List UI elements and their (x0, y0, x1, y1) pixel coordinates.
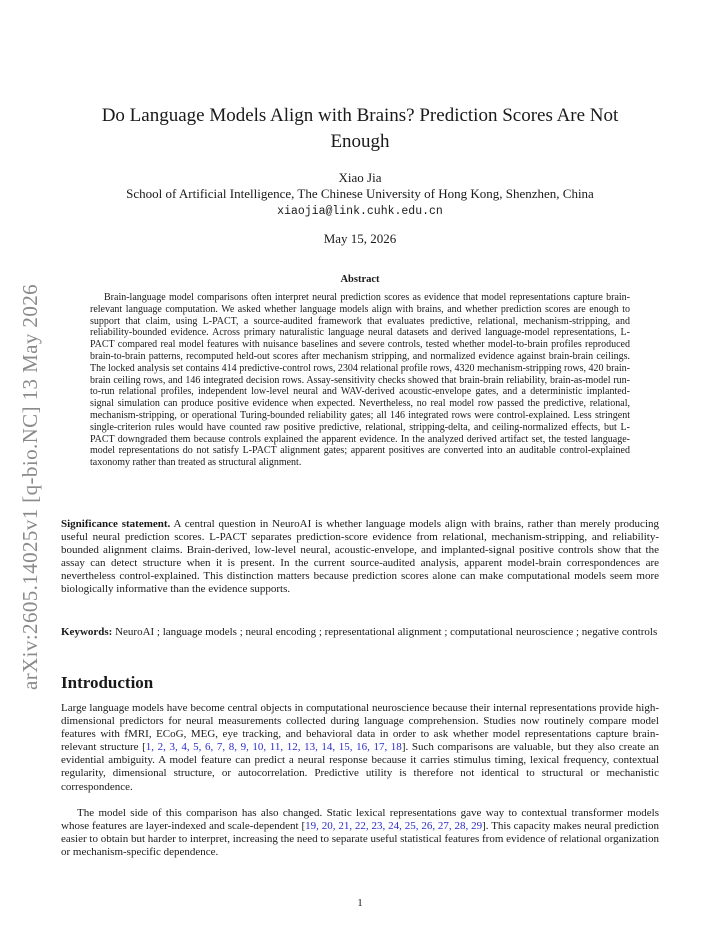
author-affiliation: School of Artificial Intelligence, The Chinese University of Hong Kong, Shenzhen, China (126, 186, 594, 201)
introduction-heading: Introduction (61, 673, 154, 692)
significance-text: A central question in NeuroAI is whether language models align with brains, rather than merely producing useful neural prediction scores. L-PACT separates prediction-score evidence from relational, mechanism-stripping, and reliability-bounded alignment claims. Brain-derived, low-level neural, acoustic-envelope, and implanted-signal positive controls show that the assay can detect structure when it is present. In the current source-audited analysis, apparent model-brain correspondences are nevertheless control-explained. This distinction matters because prediction scores alone can make computational models seem more biologically informative than the evidence supports. (61, 518, 659, 596)
keywords-text: NeuroAI ; language models ; neural encoding ; representational alignment ; computational neuroscience ; negative controls (112, 626, 658, 638)
intro-p1-text-b: ]. Such comparisons are valuable, but they also create an evidential ambiguity. A model feature can predict a neural response because it carries stimulus timing, lexical frequency, contextual regularity, dimensional structure, or autocorrelation. Predictive utility is therefore not identical to structural or mechanistic correspondence. (61, 741, 660, 793)
intro-p1-text-a: Large language models have become central objects in computational neuroscience because their internal representations provide high-dimensional predictors for neural measurements collected during language comprehension. Studies now routinely compare model features with fMRI, ECoG, MEG, eye tracking, and behavioral data in order to ask whether model representations capture brain-relevant structure [ (61, 702, 659, 754)
abstract-heading: Abstract (340, 274, 380, 285)
abstract-text: Brain-language model comparisons often interpret neural prediction scores as evidence that model representations capture brain-relevant language computation. We asked whether language models align with brains, and whether prediction scores are enough to support that claim, using L-PACT, a source-audited framework that evaluates predictive, relational, mechanism-stripping, and reliability-bounded evidence. Across primary naturalistic language neural datasets and derived language-model representations, L-PACT compared real model features with nuisance baselines and severe controls, tested whether model-to-brain profiles reproduced brain-to-brain patterns, recomputed held-out scores after mechanism stripping, and normalized evidence against brain-brain ceilings. The locked analysis set contains 414 predictive-control rows, 2304 relational profile rows, 4320 mechanism-stripping rows, 420 brain-brain ceiling rows, and 146 integrated decision rows. Assay-sensitivity checks showed that brain-brain reliability, brain-as-model run-to-run relational profiles, independent low-level neural and WAV-derived acoustic-envelope gates, and a deterministic implanted-signal simulation can produce positive evidence when expected. Nevertheless, no real model row passed the predictive, relational, mechanism-stripping, or operational Turing-bounded reliability gates; all 146 integrated rows were control-explained. Less stringent single-criterion rules would have counted raw positive predictive, relational, stripping-delta, and ceiling-normalized effects, but L-PACT downgraded them because controls explained the apparent evidence. In the analyzed derived artifact set, the tested language-model representations do not satisfy L-PACT alignment gates; apparent positives are converted into an auditable control-explained taxonomy rather than treated as structural alignment. (90, 292, 630, 469)
introduction-paragraph-2 (61, 807, 659, 859)
significance-label: Significance statement. (61, 518, 171, 530)
page-number: 1 (357, 897, 363, 909)
citation-links-2[interactable]: 19, 20, 21, 22, 23, 24, 25, 26, 27, 28, 29 (305, 820, 483, 833)
paper-title: Do Language Models Align with Brains? Prediction Scores Are Not Enough (101, 105, 619, 152)
introduction-paragraph-1 (61, 702, 659, 794)
significance-statement (61, 518, 659, 597)
arxiv-identifier: arXiv:2605.14025v1 [q-bio.NC] 13 May 2026 (18, 283, 42, 690)
paper-date: May 15, 2026 (323, 231, 397, 246)
keywords (61, 626, 659, 639)
citation-links-1[interactable]: 1, 2, 3, 4, 5, 6, 7, 8, 9, 10, 11, 12, 13, 14, 15, 16, 17, 18 (145, 741, 402, 754)
intro-p2-text-a: The model side of this comparison has also changed. Static lexical representations gave way to contextual transformer models whose features are layer-indexed and scale-dependent [ (61, 807, 659, 833)
keywords-label: Keywords: (61, 626, 113, 638)
intro-p2-text-b: ]. This capacity makes neural prediction easier to obtain but harder to interpret, increasing the need to separate useful statistical features from evidence of relational organization or mechanism-specific dependence. (61, 820, 659, 859)
author-email[interactable]: xiaojia@link.cuhk.edu.cn (277, 205, 443, 218)
author-name: Xiao Jia (338, 170, 382, 185)
